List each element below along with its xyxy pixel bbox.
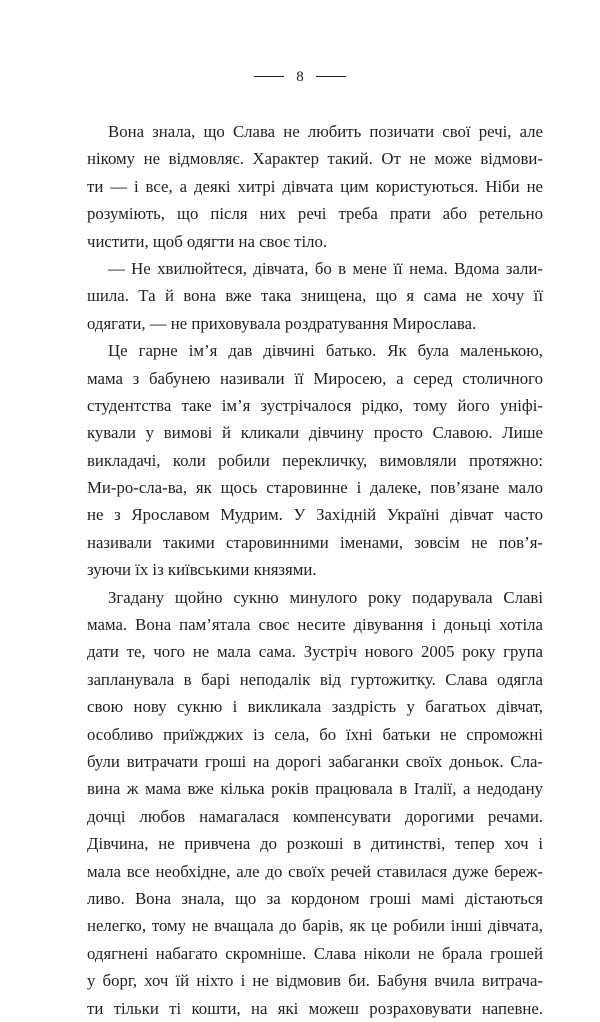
page-header [0, 66, 600, 87]
text-line: зуючи їх із київськими князями. [87, 560, 317, 580]
text-line: вина ж мама вже кілька років працювала в Італії, а недодану [87, 779, 543, 799]
text-line: кували у вимові й кликали дівчину просто Славою. Лише [87, 423, 543, 443]
text-line: студентства таке ім’я зустрічалося рідко, тому його уніфі- [87, 395, 543, 415]
text-line: нікому не відмовляє. Характер такий. От не може відмови- [87, 149, 543, 169]
body-text [87, 118, 543, 1022]
left-rule [254, 76, 284, 77]
text-line: Згадану щойно сукню минулого року подарувала Славі [108, 587, 543, 607]
right-rule [316, 76, 346, 77]
text-line: мама з бабунею називали її Миросею, а серед столичного [87, 368, 543, 388]
text-line: одягнені набагато скромніше. Слава ніколи не брала грошей [87, 943, 543, 963]
text-line: дочці любов намагалася компенсувати дорогими речами. [87, 806, 543, 826]
text-line: одягати, — не приховувала роздратування Мирослава. [87, 313, 477, 333]
text-line: запланувала в барі неподалік від гуртожитку. Слава одягла [87, 669, 543, 689]
text-line: викладачі, коли робили перекличку, вимовляли протяжно: [87, 450, 543, 470]
text-line: особливо приїжджих із села, бо їхні батьки не спроможні [87, 724, 543, 744]
text-line: були витрачати гроші на дорогі забаганки своїх доньок. Сла- [87, 751, 543, 771]
paragraph-3 [87, 337, 543, 584]
page-number: 8 [296, 68, 304, 85]
text-line: Вона знала, що Слава не любить позичати свої речі, але [108, 122, 543, 141]
text-line: розуміють, що після них речі треба прати або ретельно [87, 204, 543, 224]
paragraph-1 [87, 118, 543, 255]
text-line: свою нову сукню і викликала заздрість у багатьох дівчат, [87, 697, 543, 717]
text-line: не з Ярославом Мудрим. У Західній Україні дівчат часто [87, 505, 543, 525]
text-line: ти — і все, а деякі хитрі дівчата цим користуються. Ніби не [87, 176, 543, 196]
text-line: шила. Та й вона вже така знищена, що я сама не хочу її [87, 286, 543, 306]
text-line: нелегко, тому не вчащала до барів, як це робили інші дівчата, [87, 916, 543, 936]
text-line: — Не хвилюйтеся, дівчата, бо в мене її нема. Вдома зали- [108, 258, 543, 278]
text-line: мама. Вона пам’ятала своє несите дівування і доньці хотіла [87, 615, 543, 635]
text-line: мала все необхідне, але до своїх речей ставилася дуже береж- [87, 861, 543, 881]
text-line: називали такими старовинними іменами, зовсім не пов’я- [87, 532, 543, 552]
paragraph-4 [87, 584, 543, 1022]
text-line: ти тільки ті кошти, на які можеш розраховувати напевне. [87, 998, 543, 1018]
text-line: чистити, щоб одягти на своє тіло. [87, 231, 328, 251]
text-line: Ми-ро-сла-ва, як щось старовинне і далеке, пов’язане мало [87, 478, 543, 498]
text-line: Це гарне ім’я дав дівчині батько. Як була маленькою, [108, 341, 543, 361]
text-line: дати те, чого не мала сама. Зустріч нового 2005 року група [87, 642, 543, 662]
text-line: Дівчина, не привчена до розкоші в дитинстві, тепер хоч і [87, 834, 543, 854]
text-line: ливо. Вона знала, що за кордоном гроші мамі дістаються [87, 888, 543, 908]
paragraph-2 [87, 255, 543, 337]
text-line: у борг, хоч їй ніхто і не відмовив би. Бабуня вчила витрача- [87, 971, 543, 991]
